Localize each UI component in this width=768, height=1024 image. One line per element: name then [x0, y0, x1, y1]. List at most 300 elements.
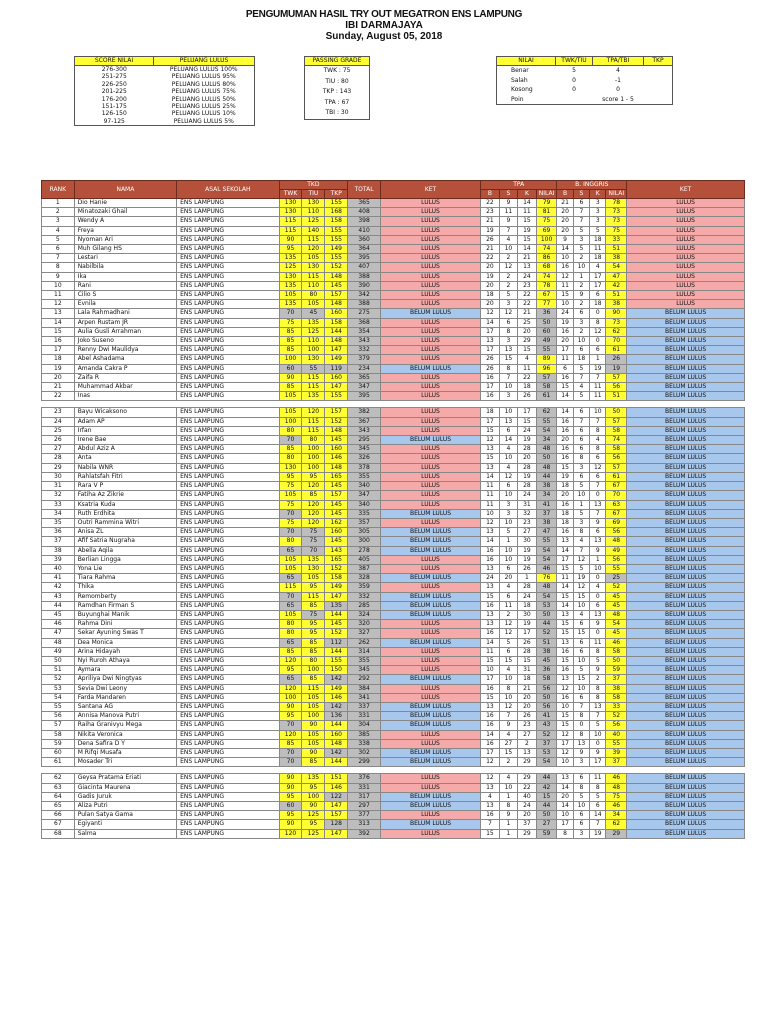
table-cell: 24: [518, 491, 537, 500]
nilai-cell: Salah: [497, 76, 556, 86]
table-cell: 75: [536, 217, 557, 226]
table-cell: 158: [325, 217, 348, 226]
table-cell: 73: [606, 217, 627, 226]
nama-header: NAMA: [74, 181, 176, 199]
table-cell: 8: [499, 327, 518, 336]
nilai-row: [497, 76, 673, 86]
table-cell: 10: [499, 675, 518, 684]
table-cell: ENS LAMPUNG: [177, 638, 279, 647]
table-cell: 342: [348, 291, 381, 300]
table-cell: Muhammad Akbar: [74, 383, 176, 392]
table-cell: 52: [42, 675, 75, 684]
table-cell: 105: [302, 693, 325, 702]
table-cell: BELUM LULUS: [627, 748, 745, 757]
table-cell: 234: [348, 364, 381, 373]
table-cell: Zaifa R: [74, 373, 176, 382]
table-cell: 16: [557, 666, 573, 675]
table-cell: 130: [302, 355, 325, 364]
table-cell: 12: [481, 758, 500, 767]
table-cell: BELUM LULUS: [627, 364, 745, 373]
table-cell: 19: [518, 620, 537, 629]
table-cell: 160: [325, 309, 348, 318]
table-cell: 16: [42, 337, 75, 346]
table-cell: 16: [557, 327, 573, 336]
table-cell: 65: [279, 638, 302, 647]
table-cell: 28: [518, 647, 537, 656]
table-cell: 9: [499, 217, 518, 226]
table-cell: 11: [557, 281, 573, 290]
table-cell: ENS LAMPUNG: [177, 272, 279, 281]
table-cell: 160: [325, 373, 348, 382]
table-cell: 12: [573, 555, 589, 564]
table-cell: LULUS: [380, 263, 480, 272]
table-cell: 18: [557, 482, 573, 491]
table-cell: 10: [573, 491, 589, 500]
table-cell: 7: [481, 820, 500, 829]
peluang-cell: PELUANG LULUS 80%: [154, 81, 255, 88]
table-cell: BELUM LULUS: [627, 383, 745, 392]
table-cell: BELUM LULUS: [627, 546, 745, 555]
table-cell: 15: [557, 592, 573, 601]
table-cell: 3: [573, 829, 589, 838]
table-cell: 18: [481, 408, 500, 417]
table-cell: 95: [302, 472, 325, 481]
table-cell: Nikita Veronica: [74, 730, 176, 739]
table-cell: 10: [590, 408, 606, 417]
table-cell: 34: [536, 491, 557, 500]
table-cell: LULUS: [380, 463, 480, 472]
table-cell: 57: [606, 463, 627, 472]
table-cell: 115: [302, 272, 325, 281]
table-cell: 1: [42, 199, 75, 208]
table-cell: 85: [279, 383, 302, 392]
table-cell: 4: [42, 226, 75, 235]
table-cell: ENS LAMPUNG: [177, 811, 279, 820]
score-row: [75, 88, 255, 95]
table-cell: 8: [590, 693, 606, 702]
twk-header: TWK: [279, 190, 302, 199]
table-cell: Arina Hidayah: [74, 647, 176, 656]
table-cell: BELUM LULUS: [627, 620, 745, 629]
table-cell: ENS LAMPUNG: [177, 620, 279, 629]
table-cell: 37: [536, 739, 557, 748]
table-cell: 130: [279, 208, 302, 217]
table-cell: 7: [590, 417, 606, 426]
table-cell: 79: [536, 199, 557, 208]
table-cell: 70: [279, 758, 302, 767]
table-cell: 48: [536, 463, 557, 472]
table-cell: 14: [557, 392, 573, 401]
table-cell: 136: [325, 712, 348, 721]
table-cell: 26: [518, 564, 537, 573]
table-row: [42, 730, 745, 739]
table-cell: 340: [348, 482, 381, 491]
table-cell: 6: [573, 408, 589, 417]
rank-header: RANK: [42, 181, 75, 199]
table-cell: LULUS: [380, 472, 480, 481]
table-cell: Fatiha Az Zikrie: [74, 491, 176, 500]
table-cell: 148: [325, 272, 348, 281]
table-row: [42, 610, 745, 619]
table-cell: Egiyanti: [74, 820, 176, 829]
table-cell: 7: [590, 509, 606, 518]
table-cell: ENS LAMPUNG: [177, 327, 279, 336]
table-cell: 17: [518, 408, 537, 417]
table-cell: 8: [499, 364, 518, 373]
table-cell: 0: [590, 491, 606, 500]
table-cell: LULUS: [380, 564, 480, 573]
table-cell: 15: [481, 426, 500, 435]
table-cell: 96: [536, 364, 557, 373]
table-cell: 155: [325, 656, 348, 665]
table-cell: ENS LAMPUNG: [177, 318, 279, 327]
table-cell: 6: [590, 291, 606, 300]
passing-row: [305, 66, 370, 77]
score-table: [74, 56, 255, 126]
table-cell: 4: [499, 463, 518, 472]
table-cell: 6: [590, 601, 606, 610]
table-cell: 48: [536, 583, 557, 592]
table-row: [42, 491, 745, 500]
table-cell: 53: [536, 748, 557, 757]
table-cell: 155: [325, 235, 348, 244]
table-cell: 19: [518, 472, 537, 481]
table-cell: ENS LAMPUNG: [177, 820, 279, 829]
passing-row: [305, 87, 370, 98]
table-cell: 341: [348, 693, 381, 702]
table-cell: 144: [325, 758, 348, 767]
table-cell: 395: [348, 254, 381, 263]
table-cell: 13: [557, 638, 573, 647]
table-cell: LULUS: [627, 291, 745, 300]
table-row: [42, 748, 745, 757]
table-cell: Giacinta Maurena: [74, 783, 176, 792]
table-cell: 16: [557, 647, 573, 656]
table-cell: 146: [325, 454, 348, 463]
table-cell: ENS LAMPUNG: [177, 364, 279, 373]
table-row: [42, 337, 745, 346]
table-cell: BELUM LULUS: [627, 346, 745, 355]
table-cell: BELUM LULUS: [380, 802, 480, 811]
table-cell: 12: [499, 263, 518, 272]
table-cell: Lala Rahmadhani: [74, 309, 176, 318]
table-cell: 90: [279, 235, 302, 244]
table-cell: BELUM LULUS: [627, 684, 745, 693]
table-cell: BELUM LULUS: [627, 537, 745, 546]
table-cell: 1: [590, 355, 606, 364]
table-cell: 85: [302, 758, 325, 767]
table-cell: LULUS: [380, 829, 480, 838]
table-cell: Santana AG: [74, 702, 176, 711]
table-cell: 46: [606, 638, 627, 647]
table-cell: Anisa ZL: [74, 528, 176, 537]
table-cell: 58: [536, 383, 557, 392]
table-cell: 4: [590, 583, 606, 592]
table-cell: ENS LAMPUNG: [177, 564, 279, 573]
table-cell: 125: [302, 217, 325, 226]
table-cell: ENS LAMPUNG: [177, 693, 279, 702]
table-cell: 384: [348, 684, 381, 693]
table-cell: BELUM LULUS: [627, 730, 745, 739]
table-cell: 14: [557, 245, 573, 254]
table-cell: 10: [499, 783, 518, 792]
table-cell: 147: [325, 592, 348, 601]
table-cell: 135: [325, 601, 348, 610]
table-cell: 10: [499, 408, 518, 417]
table-cell: 13: [499, 417, 518, 426]
table-cell: 327: [348, 629, 381, 638]
table-cell: 152: [325, 263, 348, 272]
peluang-cell: PELUANG LULUS 95%: [154, 73, 255, 80]
table-cell: BELUM LULUS: [627, 702, 745, 711]
nilai-cell: -1: [615, 76, 621, 84]
table-cell: 5: [573, 392, 589, 401]
table-cell: 38: [536, 482, 557, 491]
table-cell: 27: [518, 730, 537, 739]
table-cell: ENS LAMPUNG: [177, 601, 279, 610]
table-cell: 44: [42, 601, 75, 610]
table-cell: 105: [279, 392, 302, 401]
table-cell: 62: [536, 408, 557, 417]
table-cell: 48: [606, 783, 627, 792]
table-cell: 16: [557, 454, 573, 463]
table-cell: 48: [606, 537, 627, 546]
table-cell: 6: [590, 472, 606, 481]
table-cell: Wendy A: [74, 217, 176, 226]
table-cell: 23: [518, 721, 537, 730]
table-cell: BELUM LULUS: [380, 537, 480, 546]
table-cell: 15: [573, 675, 589, 684]
table-cell: Sekar Ayuning Swas T: [74, 629, 176, 638]
table-cell: ENS LAMPUNG: [177, 408, 279, 417]
table-cell: 50: [42, 656, 75, 665]
table-cell: 44: [536, 774, 557, 783]
table-cell: 16: [481, 684, 500, 693]
table-cell: 10: [499, 491, 518, 500]
table-cell: 75: [606, 792, 627, 801]
table-cell: 90: [279, 373, 302, 382]
table-row: [42, 693, 745, 702]
table-cell: Amanda Cakra P: [74, 364, 176, 373]
table-cell: 15: [42, 327, 75, 336]
table-cell: 38: [606, 300, 627, 309]
table-cell: 13: [518, 263, 537, 272]
table-cell: 115: [302, 373, 325, 382]
tpa-nilai-header: NILAI: [536, 190, 557, 199]
table-cell: 120: [302, 500, 325, 509]
table-cell: Aymara: [74, 666, 176, 675]
table-cell: ENS LAMPUNG: [177, 721, 279, 730]
table-cell: LULUS: [380, 426, 480, 435]
table-cell: ENS LAMPUNG: [177, 712, 279, 721]
table-cell: 100: [302, 445, 325, 454]
table-cell: 70: [606, 491, 627, 500]
table-row: [42, 684, 745, 693]
table-cell: 7: [499, 226, 518, 235]
table-cell: BELUM LULUS: [627, 327, 745, 336]
table-cell: Adam AP: [74, 417, 176, 426]
table-row: [42, 373, 745, 382]
results-table: [41, 180, 745, 839]
table-cell: ENS LAMPUNG: [177, 792, 279, 801]
table-cell: 51: [42, 666, 75, 675]
table-cell: 11: [557, 355, 573, 364]
table-cell: BELUM LULUS: [627, 656, 745, 665]
table-cell: 69: [536, 226, 557, 235]
score-cell: 226-250: [75, 81, 154, 88]
table-cell: 147: [325, 802, 348, 811]
table-cell: 347: [348, 491, 381, 500]
table-cell: 33: [42, 500, 75, 509]
table-cell: ENS LAMPUNG: [177, 574, 279, 583]
table-cell: 19: [481, 226, 500, 235]
table-cell: 302: [348, 748, 381, 757]
table-cell: 8: [42, 263, 75, 272]
table-cell: 22: [481, 254, 500, 263]
table-cell: 2: [590, 675, 606, 684]
table-cell: 7: [590, 482, 606, 491]
table-cell: 65: [279, 675, 302, 684]
table-cell: 20: [481, 281, 500, 290]
table-row: [42, 509, 745, 518]
table-cell: 4: [590, 436, 606, 445]
table-cell: 292: [348, 675, 381, 684]
table-cell: 13: [481, 445, 500, 454]
table-cell: 51: [536, 638, 557, 647]
table-cell: 158: [325, 574, 348, 583]
table-cell: ENS LAMPUNG: [177, 254, 279, 263]
table-cell: 21: [481, 245, 500, 254]
table-cell: ENS LAMPUNG: [177, 454, 279, 463]
table-cell: 100: [302, 463, 325, 472]
table-cell: 61: [606, 472, 627, 481]
table-cell: 9: [557, 235, 573, 244]
table-cell: 95: [279, 666, 302, 675]
table-cell: 45: [606, 592, 627, 601]
table-cell: 110: [302, 208, 325, 217]
table-cell: 11: [518, 208, 537, 217]
table-cell: ENS LAMPUNG: [177, 463, 279, 472]
table-cell: 10: [573, 601, 589, 610]
table-cell: 388: [348, 300, 381, 309]
table-cell: 4: [573, 383, 589, 392]
table-cell: M Rifqi Musafa: [74, 748, 176, 757]
table-cell: 331: [348, 783, 381, 792]
table-cell: Evnila: [74, 300, 176, 309]
nilai-header: NILAI: [497, 57, 556, 66]
table-cell: 160: [325, 445, 348, 454]
table-cell: 125: [279, 263, 302, 272]
table-cell: LULUS: [380, 291, 480, 300]
table-row: [42, 783, 745, 792]
table-cell: 110: [302, 337, 325, 346]
table-row: [42, 482, 745, 491]
table-cell: ENS LAMPUNG: [177, 739, 279, 748]
table-cell: 304: [348, 721, 381, 730]
table-cell: 59: [606, 666, 627, 675]
table-cell: 12: [557, 730, 573, 739]
table-cell: 142: [325, 675, 348, 684]
table-cell: 12: [481, 309, 500, 318]
table-cell: 47: [606, 272, 627, 281]
table-cell: 38: [606, 254, 627, 263]
table-cell: ENS LAMPUNG: [177, 300, 279, 309]
peluang-cell: PELUANG LULUS 75%: [154, 88, 255, 95]
table-cell: 11: [499, 208, 518, 217]
table-cell: 155: [325, 254, 348, 263]
table-cell: 390: [348, 281, 381, 290]
table-cell: Gadis Juruk: [74, 792, 176, 801]
table-row: [42, 463, 745, 472]
table-cell: 14: [557, 783, 573, 792]
table-row: [42, 758, 745, 767]
table-cell: 14: [557, 546, 573, 555]
table-cell: LULUS: [627, 217, 745, 226]
table-cell: 11: [590, 245, 606, 254]
table-cell: 16: [481, 712, 500, 721]
table-cell: Dio Hanie: [74, 199, 176, 208]
table-cell: 61: [536, 392, 557, 401]
table-cell: Arpen Rustam JR: [74, 318, 176, 327]
table-cell: 56: [606, 383, 627, 392]
page-subtitle: IBI DARMAJAYA: [345, 20, 423, 31]
nilai-cell: 0: [572, 86, 576, 93]
table-cell: 26: [518, 712, 537, 721]
nilai-table: [496, 56, 673, 105]
table-row: [42, 574, 745, 583]
table-cell: 6: [573, 445, 589, 454]
table-cell: 367: [348, 417, 381, 426]
table-cell: Buyunghai Manik: [74, 610, 176, 619]
table-cell: 6: [499, 564, 518, 573]
table-cell: Rahma Dini: [74, 620, 176, 629]
tpatbi-header: TPA/TBI: [593, 57, 644, 66]
table-cell: 32: [42, 491, 75, 500]
table-cell: 5: [499, 291, 518, 300]
table-cell: 115: [279, 226, 302, 235]
table-cell: 149: [325, 684, 348, 693]
table-cell: 343: [348, 426, 381, 435]
table-cell: 22: [42, 392, 75, 401]
table-cell: LULUS: [380, 392, 480, 401]
table-cell: 56: [606, 721, 627, 730]
table-cell: 17: [590, 758, 606, 767]
table-cell: ENS LAMPUNG: [177, 355, 279, 364]
table-cell: 42: [42, 583, 75, 592]
table-cell: 115: [302, 684, 325, 693]
table-cell: 100: [279, 355, 302, 364]
table-row: [42, 537, 745, 546]
table-cell: Farda Mandaren: [74, 693, 176, 702]
table-cell: 17: [557, 555, 573, 564]
table-cell: BELUM LULUS: [627, 774, 745, 783]
table-cell: BELUM LULUS: [627, 436, 745, 445]
table-cell: 148: [325, 463, 348, 472]
table-cell: BELUM LULUS: [627, 454, 745, 463]
table-cell: 70: [279, 528, 302, 537]
table-cell: 14: [481, 730, 500, 739]
table-cell: 13: [481, 802, 500, 811]
table-cell: 13: [481, 583, 500, 592]
table-cell: BELUM LULUS: [380, 309, 480, 318]
table-cell: 2: [573, 327, 589, 336]
table-cell: 20: [557, 491, 573, 500]
table-cell: 145: [325, 500, 348, 509]
table-cell: 63: [606, 500, 627, 509]
table-cell: 24: [518, 592, 537, 601]
table-cell: 26: [481, 364, 500, 373]
table-row: [42, 629, 745, 638]
